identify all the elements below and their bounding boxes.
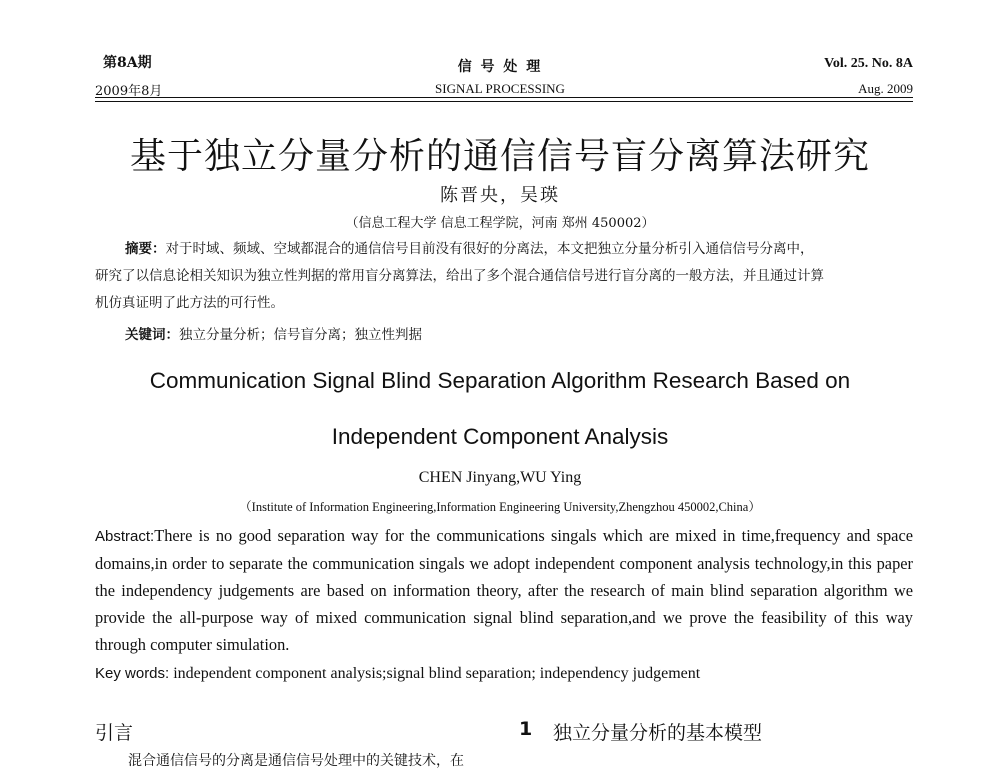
issue-number: 第8A期 [103, 55, 152, 71]
paper-title-en-line-1: Communication Signal Blind Separation Algorithm Research Based on [149, 368, 851, 393]
header-rule-top [95, 97, 913, 98]
affiliation-cn: （信息工程大学 信息工程学院，河南 郑州 450002） [345, 216, 655, 231]
authors-en: CHEN Jinyang,WU Ying [418, 469, 582, 486]
abstract-cn-line-1 [95, 236, 913, 263]
keywords-cn [95, 322, 913, 349]
header-rule-bottom [95, 101, 913, 102]
abstract-en-text: There is no good separation way for the communications singals which are mixed in time,frequency and space domains,in order to separate the communication singals we adopt independent component analysis technology,in this paper the independency judgements are based on information theory, after the research of main blind separation algorithm we provide the all-purpose way of mixed communication signal blind separation,and we prove the feasibility of this way through computer simulation. [95, 526, 913, 654]
keywords-cn-text: 独立分量分析；信号盲分离；独立性判据 [179, 327, 422, 343]
section-1-number: 1 [519, 718, 533, 740]
paper-title-en-line-2: Independent Component Analysis [331, 424, 669, 449]
keywords-en-label: Key words: [95, 665, 170, 682]
affiliation-en: （Institute of Information Engineering,Information Engineering University,Zhengzhou 450002,China） [239, 500, 761, 514]
abstract-en-label: Abstract: [95, 528, 155, 545]
abstract-cn-label: 摘要： [125, 241, 166, 257]
body-text-fragment: 混合通信信号的分离是通信信号处理中的关键技术，在 [128, 753, 464, 769]
keywords-en [95, 665, 913, 683]
journal-name-en: SIGNAL PROCESSING [435, 81, 565, 96]
authors-cn: 陈晋央，吴瑛 [440, 185, 560, 206]
journal-name-cn: 信 号 处 理 [457, 59, 543, 75]
issue-date-cn: 2009年8月 [95, 84, 163, 99]
abstract-cn-line-2: 研究了以信息论相关知识为独立性判据的常用盲分离算法，给出了多个混合通信信号进行盲分离的一般方法，并且通过计算 [95, 268, 824, 284]
abstract-cn-text-1: 对于时域、频域、空域都混合的通信信号目前没有很好的分离法，本文把独立分量分析引入通信信号分离中， [165, 241, 814, 257]
volume-number: Vol. 25. No. 8A [824, 56, 913, 71]
section-intro-title: 引言 [95, 722, 134, 744]
abstract-en [95, 522, 913, 658]
keywords-cn-label: 关键词： [125, 327, 179, 343]
issue-date-en: Aug. 2009 [858, 81, 913, 96]
keywords-en-text: independent component analysis;signal blind separation; independency judgement [169, 665, 701, 682]
section-1-title: 独立分量分析的基本模型 [553, 722, 763, 744]
paper-title-cn: 基于独立分量分析的通信信号盲分离算法研究 [129, 136, 870, 177]
abstract-cn-line-3: 机仿真证明了此方法的可行性。 [95, 295, 284, 311]
